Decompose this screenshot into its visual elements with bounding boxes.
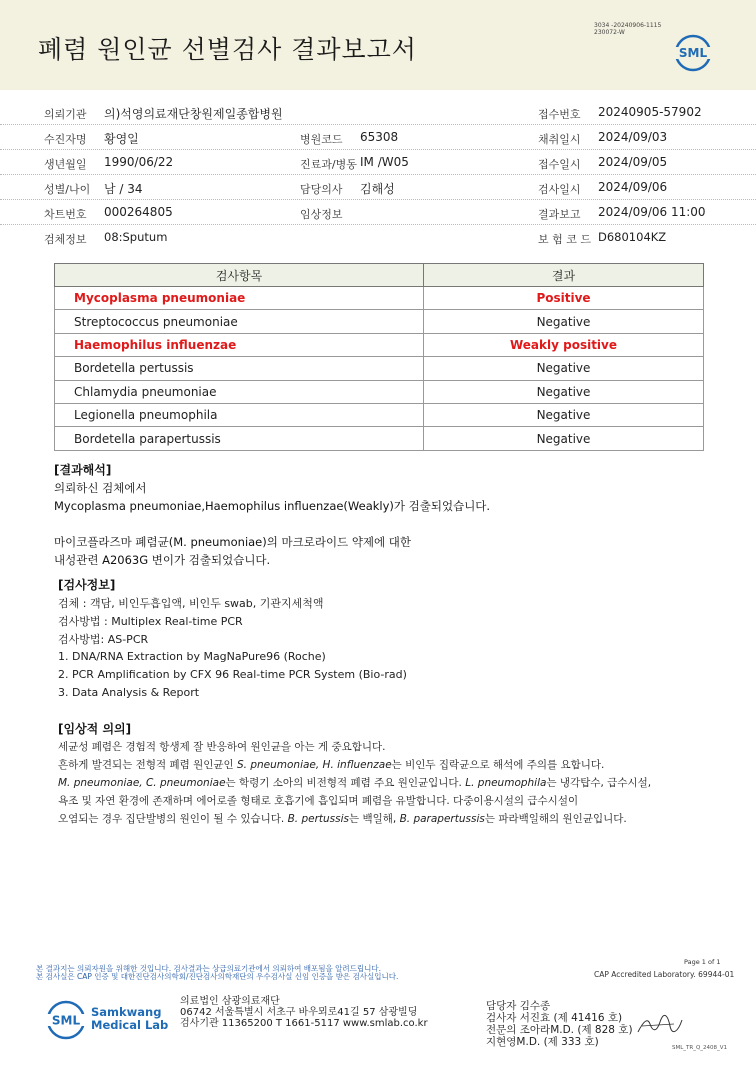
reception-no-label: 접수번호 [538,108,581,121]
col-item-header: 검사항목 [55,264,424,287]
test-date-value: 2024/09/06 [598,180,668,194]
info-row [0,125,756,150]
clinical-line2-a: 흔하게 발견되는 전형적 폐렴 원인균인 [58,759,237,771]
table-row [55,357,704,380]
clinical-line3-d: 는 냉각탑수, 급수시설, [546,777,652,789]
specimen-label: 검체정보 [44,233,87,246]
clinical-line3-species2: L. pneumophila [465,777,547,789]
chart-no-label: 차트번호 [44,208,87,221]
test-info-method1: 검사방법 : Multiplex Real-time PCR [58,615,243,628]
clinical-title: [임상적 의의] [58,722,132,736]
examinee-value: 황영일 [104,132,139,146]
report-title: 폐렴 원인균 선별검사 결과보고서 [38,35,417,64]
test-info-specimen: 검체 : 객담, 비인두흡입액, 비인두 swab, 기관지세척액 [58,597,324,610]
staff-line1: 담당자 김수종 [486,1000,551,1012]
test-result: Negative [424,357,704,380]
sex-age-value: 남 / 34 [104,182,143,196]
reception-date-label: 접수일시 [538,158,581,171]
lab-name [91,1006,168,1032]
interpretation-line3: 마이코플라즈마 폐렴균(M. pneumoniae)의 마크로라이드 약제에 대한 [54,535,412,549]
results-table-body [55,287,704,451]
test-item: Bordetella parapertussis [55,427,424,450]
staff-line3: 전문의 조아라M.D. (제 828 호) [486,1024,633,1036]
interpretation-title: [결과해석] [54,463,112,477]
examinee-label: 수진자명 [44,133,87,146]
table-row [55,287,704,310]
test-item: Legionella pneumophila [55,403,424,426]
results-table [54,263,704,451]
test-item: Mycoplasma pneumoniae [55,287,424,310]
lab-name-line2: Medical Lab [91,1018,169,1032]
interpretation-line4: 내성관련 A2063G 변이가 검출되었습니다. [54,553,271,567]
clinical-line3 [58,775,651,790]
staff-line4: 지현영M.D. (제 333 호) [486,1036,599,1048]
clinical-line5-c: 는 백일해, [348,813,400,825]
test-result: Weakly positive [424,333,704,356]
test-result: Positive [424,287,704,310]
sml-footer-logo-icon [44,1000,88,1040]
clinical-line4: 욕조 및 자연 환경에 존재하며 에어로졸 형태로 호흡기에 흡입되며 폐렴을 유발합니다. 다중이용시설의 급수시설이 [58,795,579,807]
report-header [0,0,756,90]
clinical-line5 [58,811,627,826]
test-result: Negative [424,380,704,403]
test-info-step1: 1. DNA/RNA Extraction by MagNaPure96 (Roche) [58,650,326,663]
lab-address-line2: 06742 서울특별시 서초구 바우뫼로41길 57 삼광빌딩 [180,1007,418,1018]
reception-date-value: 2024/09/05 [598,155,668,169]
clinical-line3-species: M. pneumoniae, C. pneumoniae [58,777,226,789]
clinical-line5-a: 오염되는 경우 집단발병의 원인이 될 수 있습니다. [58,813,288,825]
test-result: Negative [424,427,704,450]
info-row [0,100,756,125]
sml-footer-logo-text: SML [51,1013,81,1028]
info-row [0,175,756,200]
lab-address-line1: 의료법인 삼광의료재단 [180,996,280,1007]
test-item: Haemophilus influenzae [55,333,424,356]
info-row [0,225,756,250]
footnote-2: 본 검사실은 CAP 인증 및 대한진단검사의학회/진단검사의학재단의 우수검사실 신임 인증을 받은 검사실입니다. [36,972,399,981]
hospital-code-value: 65308 [360,130,399,144]
cap-accreditation: CAP Accredited Laboratory. 69944-01 [594,970,735,979]
table-row [55,333,704,356]
lab-staff [486,1000,633,1048]
collection-date-value: 2024/09/03 [598,130,668,144]
sex-age-label: 성별/나이 [44,183,91,196]
specimen-value: 08:Sputum [104,230,168,244]
doctor-label: 담당의사 [300,183,343,196]
signature-icon [634,1010,684,1040]
document-reference [594,22,661,36]
lab-address [180,996,428,1029]
sml-logo-text: SML [678,46,708,60]
interpretation-line2: Mycoplasma pneumoniae,Haemophilus influenzae(Weakly)가 검출되었습니다. [54,499,491,513]
clinical-line1: 세균성 폐렴은 경험적 항생제 잘 반응하여 원인균을 아는 게 중요합니다. [58,741,386,753]
lab-address-line3: 검사기관 11365200 T 1661-5117 www.smlab.co.kr [180,1018,428,1029]
test-item: Bordetella pertussis [55,357,424,380]
dept-label: 진료과/병동 [300,158,357,171]
test-info-title: [검사정보] [58,578,116,592]
birth-value: 1990/06/22 [104,155,174,169]
col-result-header: 결과 [424,264,704,287]
test-result: Negative [424,403,704,426]
table-row [55,403,704,426]
test-info-step2: 2. PCR Amplification by CFX 96 Real-time PCR System (Bio-rad) [58,668,407,681]
staff-line2: 검사자 서진효 (제 41416 호) [486,1012,623,1024]
report-date-label: 결과보고 [538,208,581,221]
dept-value: IM /W05 [360,155,409,169]
clinical-line5-species2: B. parapertussis [399,813,485,825]
lab-name-line1: Samkwang [91,1005,162,1019]
clinical-line2-species: S. pneumoniae, H. influenzae [236,759,392,771]
table-row [55,380,704,403]
chart-no-value: 000264805 [104,205,173,219]
clinical-line2 [58,757,604,772]
reception-no-value: 20240905-57902 [598,105,702,119]
page-number: Page 1 of 1 [684,958,721,966]
test-result: Negative [424,310,704,333]
clinical-line5-e: 는 파라백일해의 원인균입니다. [484,813,627,825]
test-info-step3: 3. Data Analysis & Report [58,686,200,699]
doc-ref-line1: 3034 -20240906-1115 [594,22,662,29]
clinical-line2-c: 는 비인두 집락균으로 해석에 주의를 요합니다. [391,759,605,771]
test-date-label: 검사일시 [538,183,581,196]
table-row [55,427,704,450]
test-item: Chlamydia pneumoniae [55,380,424,403]
clinical-line3-b: 는 학령기 소아의 비전형적 폐렴 주요 원인균입니다. [225,777,466,789]
doctor-value: 김해성 [360,182,395,196]
interpretation-line1: 의뢰하신 검체에서 [54,481,147,495]
collection-date-label: 채취일시 [538,133,581,146]
birth-label: 생년월일 [44,158,87,171]
hospital-code-label: 병원코드 [300,133,343,146]
results-table-header [55,264,704,287]
form-id: SML_TR_Q_2408_V1 [672,1045,728,1051]
clinical-info-label: 임상정보 [300,208,343,221]
test-item: Streptococcus pneumoniae [55,310,424,333]
info-row [0,200,756,225]
insurance-code-value: D680104KZ [598,230,667,244]
sml-logo-icon [672,34,714,72]
institution-label: 의뢰기관 [44,108,87,121]
test-info-method2: 검사방법: AS-PCR [58,633,149,646]
insurance-code-label: 보 험 코 드 [538,233,591,246]
institution-value: 의)석영의료재단창원제일종합병원 [104,107,283,121]
table-row [55,310,704,333]
clinical-line5-species: B. pertussis [287,813,349,825]
footnote-1: 본 결과지는 의뢰자원을 위해한 것입니다. 검사결과는 상급의료기관에서 의뢰하여 배포됨을 알려드립니다. [36,964,382,973]
info-row [0,150,756,175]
report-date-value: 2024/09/06 11:00 [598,205,706,219]
doc-ref-line2: 230072-W [594,29,625,36]
